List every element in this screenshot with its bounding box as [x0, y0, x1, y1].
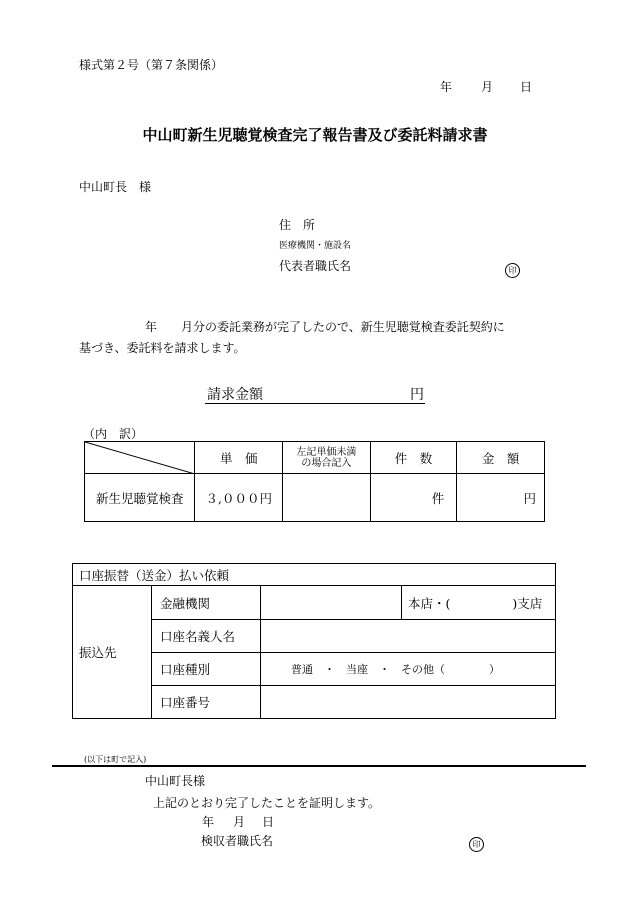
body-line-2: 基づき、委託料を請求します。 — [79, 341, 246, 355]
header-count: 件 数 — [370, 442, 457, 474]
header-note-line1: 左記単価未満 — [296, 446, 357, 458]
date-month: 月 — [481, 80, 494, 94]
form-number: 様式第２号（第７条関係） — [79, 58, 224, 72]
transfer-table — [72, 563, 556, 719]
town-date-day: 日 — [262, 815, 275, 829]
row-note-input[interactable] — [283, 474, 371, 522]
claim-unit: 円 — [410, 387, 424, 403]
certify-text: 上記のとおり完了したことを証明します。 — [153, 796, 381, 810]
seal-icon: 印 — [505, 258, 520, 278]
town-note: (以下は町で記入) — [84, 755, 147, 764]
diagonal-header-cell — [85, 442, 195, 474]
date-day: 日 — [520, 80, 533, 94]
number-input[interactable] — [261, 686, 556, 719]
header-unit-price: 単 価 — [195, 442, 283, 474]
header-note — [283, 442, 371, 474]
header-amount: 金 額 — [457, 442, 545, 474]
town-date-month: 月 — [233, 815, 246, 829]
holder-label: 口座名義人名 — [152, 620, 261, 653]
claim-underline — [205, 403, 425, 404]
row-unit-price: ３,０００円 — [195, 474, 283, 522]
holder-input[interactable] — [261, 620, 556, 653]
row-item: 新生児聴覚検査 — [85, 474, 195, 522]
type-options[interactable]: 普通 ・ 当座 ・ その他（ ） — [261, 653, 556, 686]
branch-field[interactable] — [402, 586, 556, 620]
transfer-title: 口座振替（送金）払い依頼 — [73, 564, 556, 586]
branch-suffix: ) — [512, 595, 518, 611]
row-amount[interactable]: 円 — [457, 474, 545, 522]
bank-input[interactable] — [261, 586, 402, 620]
inspector-seal-icon: 印 — [469, 832, 484, 852]
section-divider — [52, 765, 586, 767]
page-title: 中山町新生児聴覚検査完了報告書及び委託料請求書 — [142, 126, 488, 144]
addressee: 中山町長 様 — [79, 180, 152, 194]
inspector-label: 検収者職氏名 — [201, 834, 274, 848]
bank-label: 金融機関 — [152, 586, 261, 620]
diagonal-line — [85, 442, 195, 474]
breakdown-table — [84, 441, 545, 522]
town-addressee: 中山町長様 — [145, 774, 206, 788]
body-line-1: 年 月分の委託業務が完了したので、新生児聴覚検査委託契約に — [145, 320, 505, 334]
address-label: 住 所 — [279, 218, 316, 232]
number-label: 口座番号 — [152, 686, 261, 719]
branch-label: 支店 — [517, 595, 543, 611]
facility-label: 医療機関・施設名 — [279, 241, 352, 251]
row-count[interactable]: 件 — [370, 474, 457, 522]
date-year: 年 — [440, 80, 453, 94]
header-note-line2: の場合記入 — [301, 457, 352, 469]
representative-label: 代表者職氏名 — [279, 259, 352, 273]
type-label: 口座種別 — [152, 653, 261, 686]
branch-prefix: 本店・( — [408, 595, 451, 611]
town-date-year: 年 — [202, 815, 215, 829]
breakdown-label: （内 訳） — [83, 427, 144, 441]
claim-label: 請求金額 — [207, 387, 263, 403]
payee-label: 振込先 — [73, 586, 152, 719]
